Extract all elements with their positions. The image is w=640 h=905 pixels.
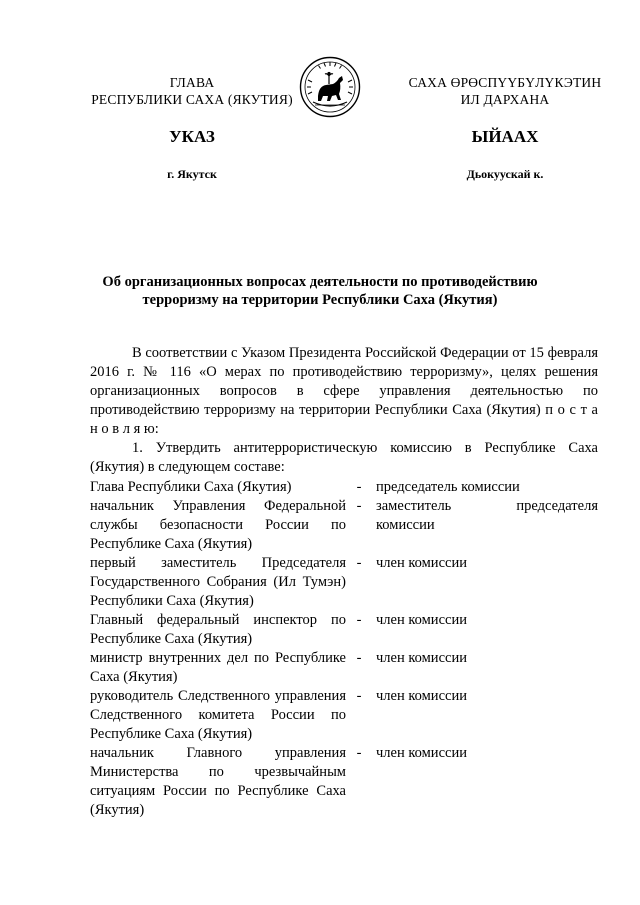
title-line-1: Об организационных вопросах деятельности по противодействию [102, 274, 538, 290]
member-position: начальник Управления Федеральной службы безопасности России по Республике Саха (Якутия) [90, 498, 346, 552]
member-dash: - [356, 498, 362, 514]
member-role: заместитель председателя комиссии [376, 498, 598, 533]
issuer-line-1: ГЛАВА [169, 75, 215, 90]
member-row [90, 649, 598, 687]
document-body [90, 344, 598, 477]
member-position: первый заместитель Председателя Государственного Собрания (Ил Тумэн) Республики Саха (Якутия) [90, 555, 346, 609]
member-role: член комиссии [376, 555, 467, 571]
member-row [90, 478, 598, 497]
member-position: министр внутренних дел по Республике Саха (Якутия) [90, 650, 346, 685]
place-yakut: Дьокуускай к. [466, 167, 544, 181]
preamble-paragraph: В соответствии с Указом Президента Российской Федерации от 15 февраля 2016 г. № 116 «О мерах по противодействию терроризму», целях решения организационных вопросов в сфере управления деятельностью по противодействию терроризму на территории Республики Саха (Якутия) п о с т а н о в л я ю: [90, 345, 598, 437]
member-role: член комиссии [376, 650, 467, 666]
commission-members-list [90, 478, 598, 820]
place-russian: г. Якутск [167, 167, 217, 181]
issuer-header-yakut [385, 74, 625, 108]
member-position: руководитель Следственного управления Следственного комитета России по Республике Саха (Якутия) [90, 688, 346, 742]
document-kind-yakut: ЫЙААХ [471, 127, 539, 146]
member-dash: - [356, 555, 362, 571]
member-role: член комиссии [376, 688, 467, 704]
issuer-line-1-yakut: САХА ӨРӨСПҮҮБҮЛҮКЭТИН [408, 75, 602, 90]
member-row [90, 554, 598, 611]
member-dash: - [356, 745, 362, 761]
title-line-2: терроризму на территории Республики Саха (Якутия) [142, 292, 498, 308]
document-kind-russian: УКАЗ [169, 127, 215, 146]
member-dash: - [356, 479, 362, 495]
member-dash: - [356, 688, 362, 704]
member-position: Главный федеральный инспектор по Республике Саха (Якутия) [90, 612, 346, 647]
issuer-header-russian [77, 74, 307, 108]
member-position: Глава Республики Саха (Якутия) [90, 479, 292, 495]
member-row [90, 687, 598, 744]
document-title [90, 273, 550, 309]
member-role: член комиссии [376, 612, 467, 628]
issuer-line-2-yakut: ИЛ ДАРХАНА [460, 92, 550, 107]
member-row [90, 611, 598, 649]
member-row [90, 744, 598, 820]
item-1-paragraph: 1. Утвердить антитеррористическую комиссию в Республике Саха (Якутия) в следующем составе: [90, 440, 598, 475]
member-position: начальник Главного управления Министерства по чрезвычайным ситуациям России по Республике Саха (Якутия) [90, 745, 346, 818]
member-dash: - [356, 650, 362, 666]
member-dash: - [356, 612, 362, 628]
coat-of-arms-emblem-icon [299, 56, 361, 118]
member-role: член комиссии [376, 745, 467, 761]
member-row [90, 497, 598, 554]
issuer-line-2: РЕСПУБЛИКИ САХА (ЯКУТИЯ) [91, 92, 293, 107]
member-role: председатель комиссии [376, 479, 520, 495]
